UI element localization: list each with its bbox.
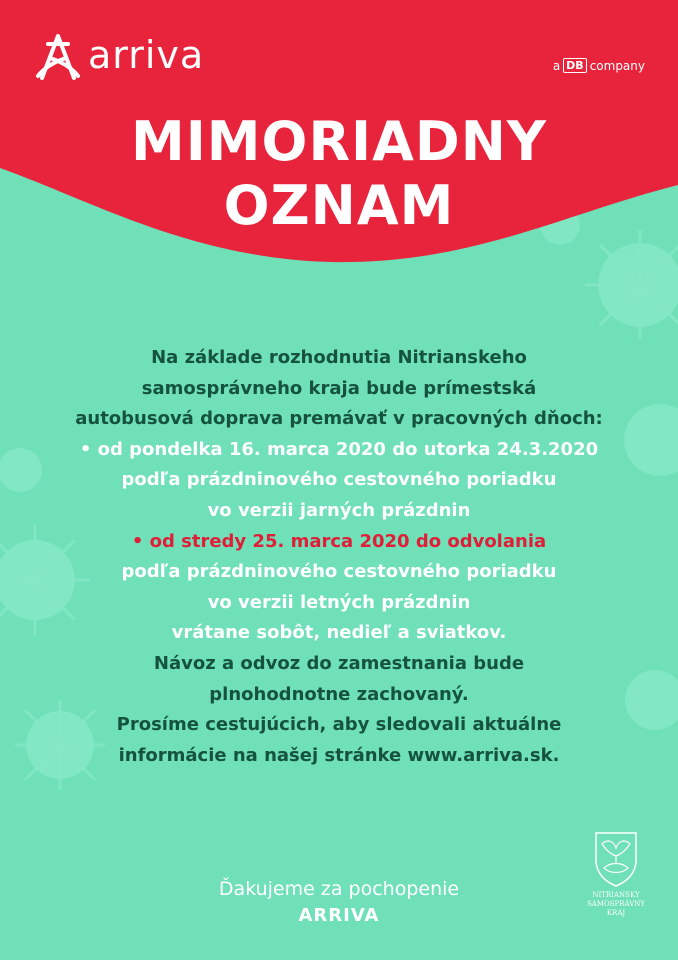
notice-body (0, 343, 678, 771)
crest-line: NITRIANSKY (592, 891, 640, 899)
body-line-highlight: vrátane sobôt, nedieľ a sviatkov. (171, 622, 507, 644)
body-line: plnohodnotne zachovaný. (209, 683, 469, 705)
crest-line: KRAJ (606, 909, 626, 917)
db-company-tag (553, 58, 645, 73)
thanks-text: Ďakujeme za pochopenie (218, 878, 460, 900)
body-line: Návoz a odvoz do zamestnania bude (153, 652, 525, 674)
crest-line: SAMOSPRÁVNY (586, 900, 646, 908)
arriva-logo (32, 30, 204, 84)
brand-name: arriva (88, 33, 205, 77)
body-line: Na základe rozhodnutia Nitrianskeho (151, 347, 527, 368)
body-line-alert: • od stredy 25. marca 2020 do odvolania (131, 530, 547, 552)
thanks-signature: ARRIVA (298, 905, 380, 926)
nitriansky-kraj-crest (578, 830, 654, 918)
db-logo-box: DB (563, 58, 587, 73)
notice-title (0, 110, 678, 238)
title-line: OZNAM (223, 174, 455, 237)
body-line: informácie na našej stránke www.arriva.sk. (118, 744, 560, 766)
crest-icon (592, 830, 640, 888)
arriva-logo-icon (32, 30, 84, 84)
body-line: autobusová doprava premávať v pracovných dňoch: (75, 408, 603, 430)
body-line-highlight: podľa prázdninového cestovného poriadku (121, 469, 557, 491)
title-line: MIMORIADNY (130, 110, 548, 173)
body-line: samosprávneho kraja bude prímestská (141, 377, 537, 399)
db-tag-prefix: a (552, 58, 561, 73)
body-line-highlight: podľa prázdninového cestovného poriadku (121, 561, 557, 583)
body-line-highlight: vo verzii letných prázdnin (207, 591, 471, 613)
body-line-highlight: vo verzii jarných prázdnin (207, 499, 471, 521)
db-tag-suffix: company (589, 58, 645, 73)
body-line-highlight: • od pondelka 16. marca 2020 do utorka 24.3.2020 (79, 438, 599, 460)
crest-caption (578, 891, 654, 918)
body-line: Prosíme cestujúcich, aby sledovali aktuálne (116, 714, 562, 736)
